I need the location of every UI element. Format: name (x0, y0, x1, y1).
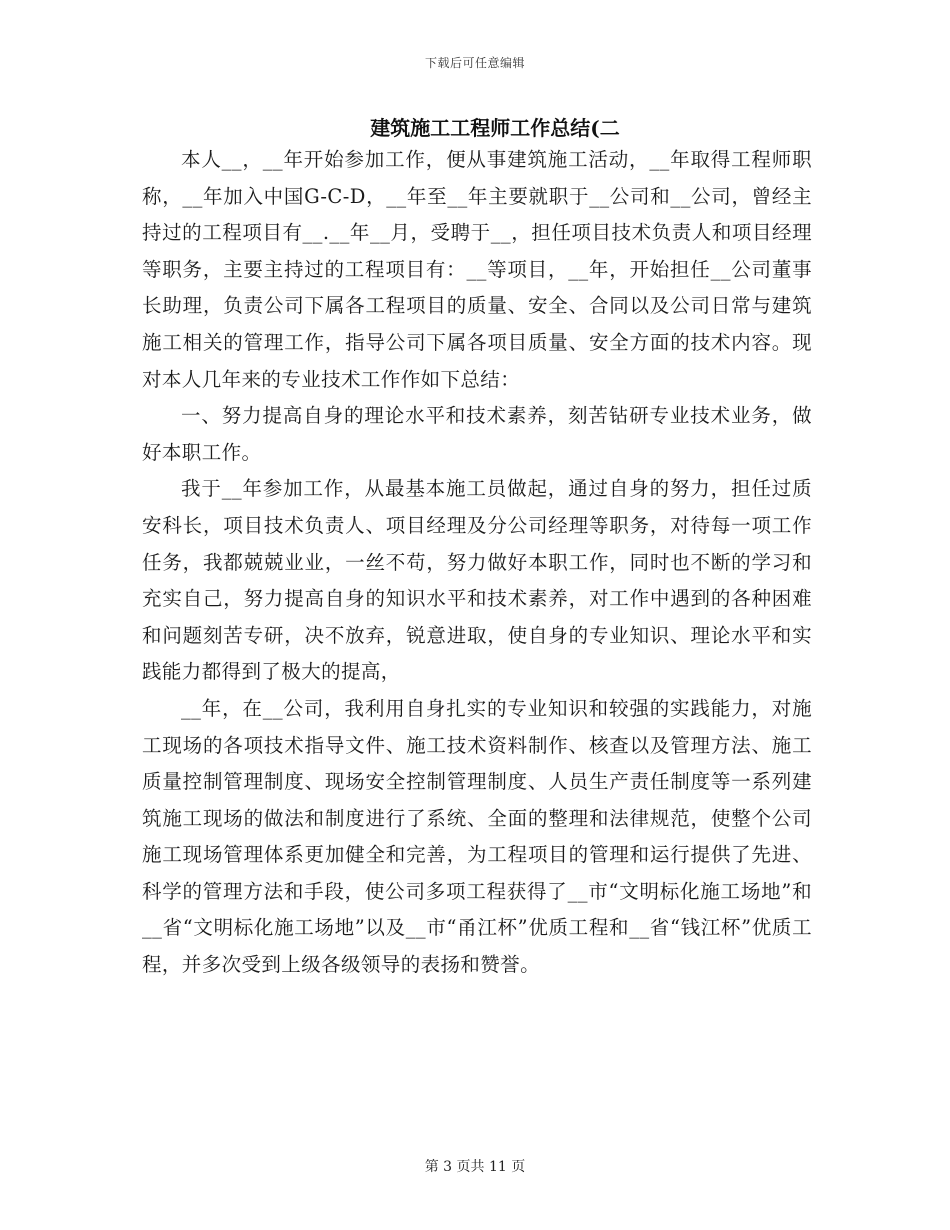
page-number: 第 3 页共 11 页 (424, 1159, 526, 1175)
paragraph-achievements: __年，在__公司，我利用自身扎实的专业知识和较强的实践能力，对施工现场的各项技术指导文件、施工技术资料制作、核查以及管理方法、施工质量控制管理制度、现场安全控制管理制度、人员生产责任制度等一系列建筑施工现场的做法和制度进行了系统、全面的整理和法律规范，使整个公司施工现场管理体系更加健全和完善，为工程项目的管理和运行提供了先进、科学的管理方法和手段，使公司多项工程获得了__市“文明标化施工场地”和__省“文明标化施工场地”以及__市“甬江杯”优质工程和__省“钱江杯”优质工程，并多次受到上级各级领导的表扬和赞誉。 (142, 696, 812, 977)
paragraph-section-heading: 一、努力提高自身的理论水平和技术素养，刻苦钻研专业技术业务，做好本职工作。 (142, 404, 812, 464)
header-note: 下载后可任意编辑 (424, 56, 525, 70)
document-body (142, 142, 812, 984)
document-title: 建筑施工工程师工作总结(二 (370, 116, 620, 140)
paragraph-intro: 本人__，__年开始参加工作，便从事建筑施工活动，__年取得工程师职称，__年加入中国G-C-D，__年至__年主要就职于__公司和__公司，曾经主持过的工程项目有__.__年__月，受聘于__，担任项目技术负责人和项目经理等职务，主要主持过的工程项目有：__等项目，__年，开始担任__公司董事长助理，负责公司下属各工程项目的质量、安全、合同以及公司日常与建筑施工相关的管理工作，指导公司下属各项目质量、安全方面的技术内容。现对本人几年来的专业技术工作作如下总结： (142, 148, 812, 391)
paragraph-career: 我于__年参加工作，从最基本施工员做起，通过自身的努力，担任过质安科长，项目技术负责人、项目经理及分公司经理等职务，对待每一项工作任务，我都兢兢业业，一丝不苟，努力做好本职工作，同时也不断的学习和充实自己，努力提高自身的知识水平和技术素养，对工作中遇到的各种困难和问题刻苦专研，决不放弃，锐意进取，使自身的专业知识、理论水平和实践能力都得到了极大的提高， (142, 477, 812, 684)
